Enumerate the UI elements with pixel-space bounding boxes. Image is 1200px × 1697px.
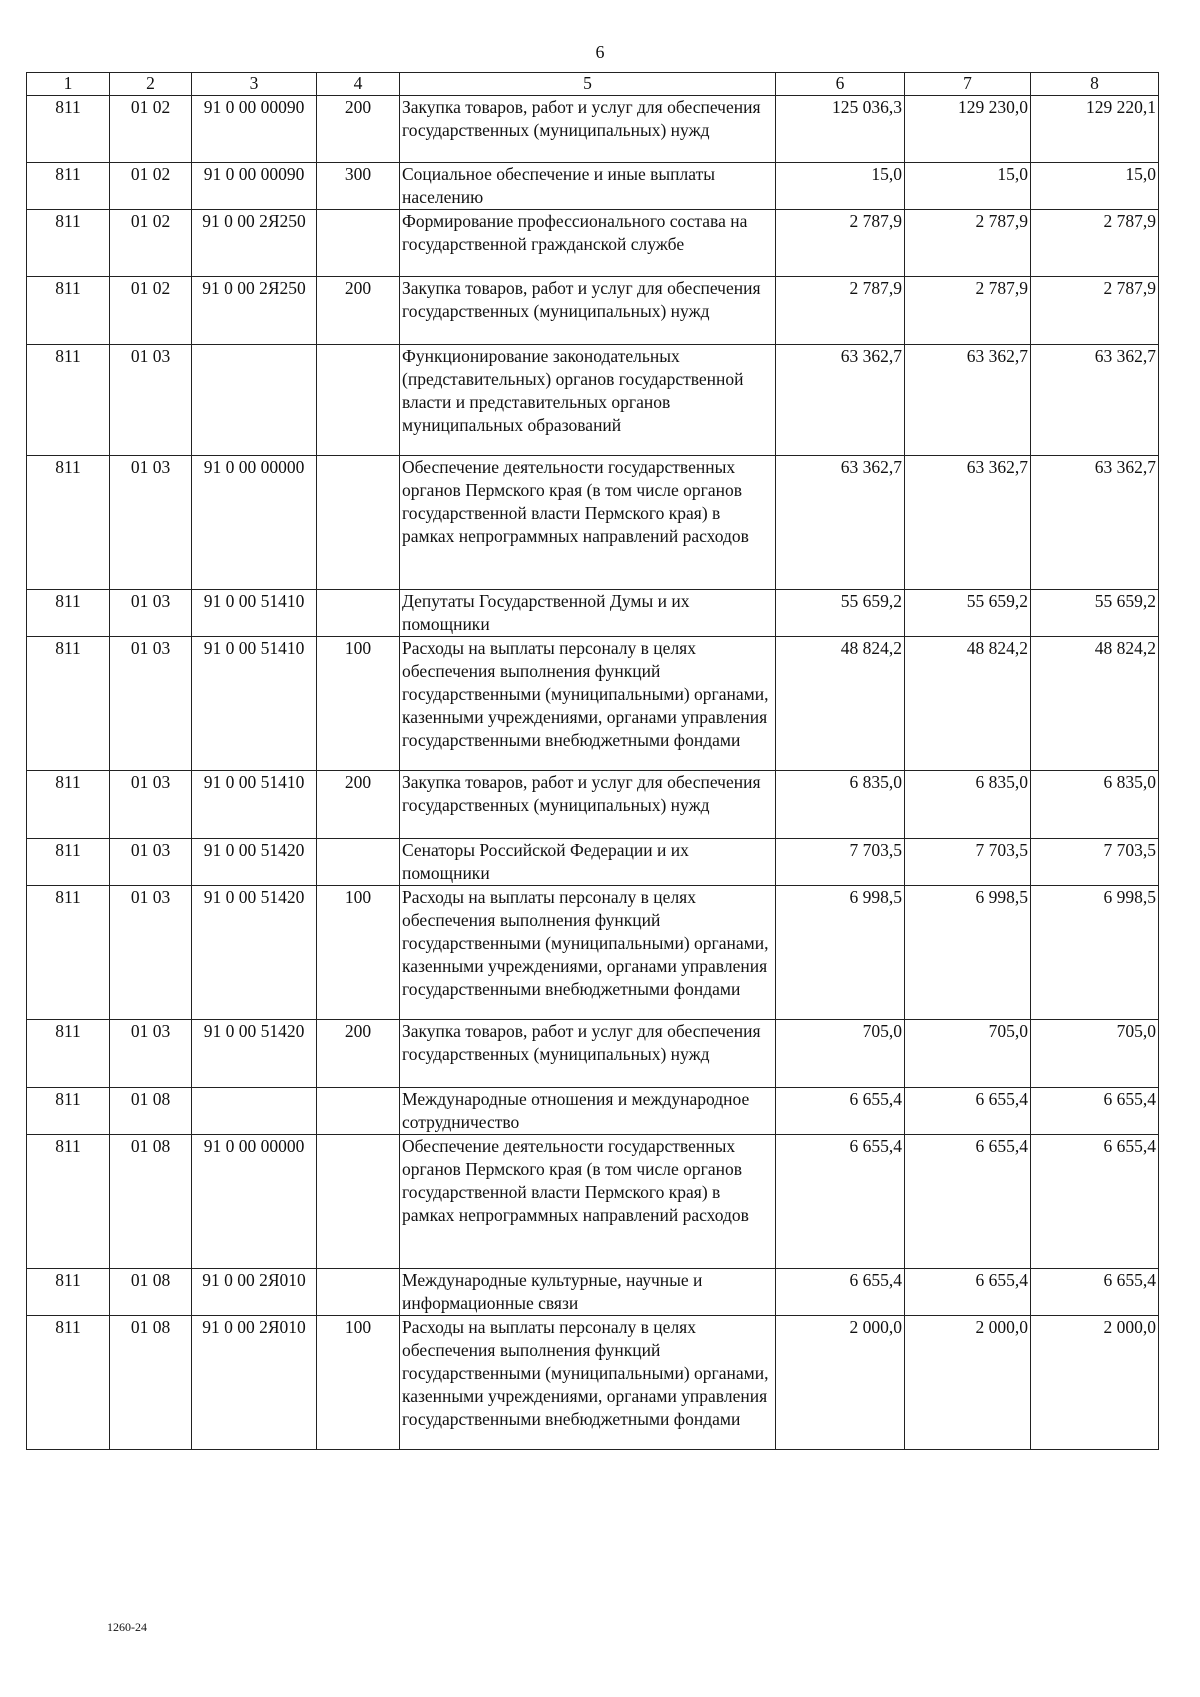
section-code-cell: 01 08 [110,1088,192,1135]
amount-cell: 55 659,2 [1031,590,1159,637]
document-code: 1260-24 [107,1620,147,1634]
table-row [27,1020,1159,1088]
amount-cell: 6 835,0 [776,771,905,839]
amount-cell: 15,0 [905,163,1031,210]
amount-cell: 2 787,9 [776,210,905,277]
amount-cell: 63 362,7 [1031,345,1159,456]
target-item-cell: 91 0 00 51420 [192,886,317,1020]
target-item-cell: 91 0 00 00090 [192,96,317,163]
column-header: 5 [400,73,776,96]
admin-code-cell: 811 [27,1020,110,1088]
amount-cell: 48 824,2 [776,637,905,771]
description-cell: Расходы на выплаты персоналу в целях обеспечения выполнения функций государственными (муниципальными) органами, казенными учреждениями, органами управления государственными внебюджетными фондами [400,1316,776,1450]
amount-cell: 6 655,4 [905,1269,1031,1316]
amount-cell: 705,0 [905,1020,1031,1088]
description-cell: Расходы на выплаты персоналу в целях обеспечения выполнения функций государственными (муниципальными) органами, казенными учреждениями, органами управления государственными внебюджетными фондами [400,637,776,771]
table-row [27,1269,1159,1316]
amount-cell: 7 703,5 [1031,839,1159,886]
expense-type-cell: 100 [317,886,400,1020]
table-row [27,771,1159,839]
target-item-cell: 91 0 00 51420 [192,1020,317,1088]
description-cell: Закупка товаров, работ и услуг для обеспечения государственных (муниципальных) нужд [400,1020,776,1088]
table-row [27,456,1159,590]
table-row [27,163,1159,210]
admin-code-cell: 811 [27,277,110,345]
table-row [27,1316,1159,1450]
amount-cell: 2 000,0 [905,1316,1031,1450]
amount-cell: 2 787,9 [1031,210,1159,277]
description-cell: Депутаты Государственной Думы и их помощники [400,590,776,637]
amount-cell: 7 703,5 [776,839,905,886]
section-code-cell: 01 03 [110,771,192,839]
amount-cell: 6 655,4 [905,1135,1031,1269]
target-item-cell: 91 0 00 51410 [192,771,317,839]
admin-code-cell: 811 [27,210,110,277]
amount-cell: 2 000,0 [1031,1316,1159,1450]
target-item-cell: 91 0 00 2Я010 [192,1316,317,1450]
amount-cell: 129 230,0 [905,96,1031,163]
target-item-cell: 91 0 00 51410 [192,590,317,637]
target-item-cell: 91 0 00 2Я250 [192,277,317,345]
target-item-cell: 91 0 00 2Я250 [192,210,317,277]
description-cell: Обеспечение деятельности государственных органов Пермского края (в том числе органов государственной власти Пермского края) в рамках непрограммных направлений расходов [400,456,776,590]
section-code-cell: 01 03 [110,886,192,1020]
target-item-cell: 91 0 00 51420 [192,839,317,886]
section-code-cell: 01 03 [110,839,192,886]
table-row [27,886,1159,1020]
admin-code-cell: 811 [27,1088,110,1135]
amount-cell: 55 659,2 [905,590,1031,637]
expense-type-cell [317,1269,400,1316]
target-item-cell: 91 0 00 00000 [192,1135,317,1269]
amount-cell: 2 787,9 [776,277,905,345]
table-row [27,1135,1159,1269]
amount-cell: 125 036,3 [776,96,905,163]
amount-cell: 2 787,9 [905,210,1031,277]
admin-code-cell: 811 [27,345,110,456]
section-code-cell: 01 08 [110,1316,192,1450]
description-cell: Расходы на выплаты персоналу в целях обеспечения выполнения функций государственными (муниципальными) органами, казенными учреждениями, органами управления государственными внебюджетными фондами [400,886,776,1020]
amount-cell: 6 655,4 [776,1269,905,1316]
table-row [27,590,1159,637]
section-code-cell: 01 03 [110,1020,192,1088]
column-header: 7 [905,73,1031,96]
description-cell: Обеспечение деятельности государственных органов Пермского края (в том числе органов государственной власти Пермского края) в рамках непрограммных направлений расходов [400,1135,776,1269]
column-header: 1 [27,73,110,96]
description-cell: Социальное обеспечение и иные выплаты населению [400,163,776,210]
budget-table [26,72,1159,1450]
amount-cell: 48 824,2 [1031,637,1159,771]
description-cell: Формирование профессионального состава на государственной гражданской службе [400,210,776,277]
section-code-cell: 01 02 [110,277,192,345]
admin-code-cell: 811 [27,771,110,839]
expense-type-cell: 300 [317,163,400,210]
table-header-row [27,73,1159,96]
amount-cell: 6 655,4 [1031,1269,1159,1316]
target-item-cell: 91 0 00 00000 [192,456,317,590]
section-code-cell: 01 02 [110,210,192,277]
admin-code-cell: 811 [27,886,110,1020]
admin-code-cell: 811 [27,839,110,886]
page-number: 6 [595,42,605,62]
table-row [27,96,1159,163]
amount-cell: 6 998,5 [1031,886,1159,1020]
expense-type-cell: 200 [317,277,400,345]
amount-cell: 6 835,0 [1031,771,1159,839]
table-row [27,839,1159,886]
description-cell: Сенаторы Российской Федерации и их помощники [400,839,776,886]
description-cell: Закупка товаров, работ и услуг для обеспечения государственных (муниципальных) нужд [400,96,776,163]
amount-cell: 63 362,7 [776,456,905,590]
expense-type-cell [317,456,400,590]
admin-code-cell: 811 [27,590,110,637]
table-row [27,637,1159,771]
admin-code-cell: 811 [27,637,110,771]
target-item-cell: 91 0 00 2Я010 [192,1269,317,1316]
description-cell: Закупка товаров, работ и услуг для обеспечения государственных (муниципальных) нужд [400,277,776,345]
amount-cell: 63 362,7 [905,456,1031,590]
table-row [27,1088,1159,1135]
amount-cell: 6 998,5 [776,886,905,1020]
expense-type-cell [317,1135,400,1269]
amount-cell: 63 362,7 [905,345,1031,456]
description-cell: Функционирование законодательных (представительных) органов государственной власти и представительных органов муниципальных образований [400,345,776,456]
table-row [27,345,1159,456]
amount-cell: 6 998,5 [905,886,1031,1020]
target-item-cell: 91 0 00 51410 [192,637,317,771]
section-code-cell: 01 03 [110,637,192,771]
amount-cell: 6 655,4 [776,1135,905,1269]
amount-cell: 6 835,0 [905,771,1031,839]
section-code-cell: 01 03 [110,456,192,590]
description-cell: Международные культурные, научные и информационные связи [400,1269,776,1316]
amount-cell: 2 787,9 [1031,277,1159,345]
expense-type-cell [317,210,400,277]
description-cell: Международные отношения и международное сотрудничество [400,1088,776,1135]
expense-type-cell: 200 [317,1020,400,1088]
column-header: 2 [110,73,192,96]
column-header: 6 [776,73,905,96]
target-item-cell [192,345,317,456]
table-row [27,210,1159,277]
amount-cell: 6 655,4 [905,1088,1031,1135]
section-code-cell: 01 03 [110,345,192,456]
column-header: 4 [317,73,400,96]
admin-code-cell: 811 [27,456,110,590]
expense-type-cell: 200 [317,771,400,839]
expense-type-cell [317,1088,400,1135]
amount-cell: 48 824,2 [905,637,1031,771]
expense-type-cell: 200 [317,96,400,163]
amount-cell: 6 655,4 [776,1088,905,1135]
admin-code-cell: 811 [27,163,110,210]
amount-cell: 15,0 [776,163,905,210]
admin-code-cell: 811 [27,96,110,163]
section-code-cell: 01 08 [110,1269,192,1316]
column-header: 8 [1031,73,1159,96]
description-cell: Закупка товаров, работ и услуг для обеспечения государственных (муниципальных) нужд [400,771,776,839]
amount-cell: 55 659,2 [776,590,905,637]
amount-cell: 2 000,0 [776,1316,905,1450]
admin-code-cell: 811 [27,1135,110,1269]
admin-code-cell: 811 [27,1316,110,1450]
target-item-cell: 91 0 00 00090 [192,163,317,210]
amount-cell: 129 220,1 [1031,96,1159,163]
table-row [27,277,1159,345]
section-code-cell: 01 02 [110,163,192,210]
section-code-cell: 01 08 [110,1135,192,1269]
amount-cell: 7 703,5 [905,839,1031,886]
table-body [27,96,1159,1450]
expense-type-cell [317,590,400,637]
section-code-cell: 01 03 [110,590,192,637]
amount-cell: 6 655,4 [1031,1088,1159,1135]
amount-cell: 2 787,9 [905,277,1031,345]
amount-cell: 15,0 [1031,163,1159,210]
amount-cell: 63 362,7 [776,345,905,456]
amount-cell: 705,0 [776,1020,905,1088]
target-item-cell [192,1088,317,1135]
amount-cell: 6 655,4 [1031,1135,1159,1269]
expense-type-cell [317,345,400,456]
expense-type-cell: 100 [317,1316,400,1450]
expense-type-cell: 100 [317,637,400,771]
amount-cell: 63 362,7 [1031,456,1159,590]
column-header: 3 [192,73,317,96]
expense-type-cell [317,839,400,886]
section-code-cell: 01 02 [110,96,192,163]
admin-code-cell: 811 [27,1269,110,1316]
amount-cell: 705,0 [1031,1020,1159,1088]
